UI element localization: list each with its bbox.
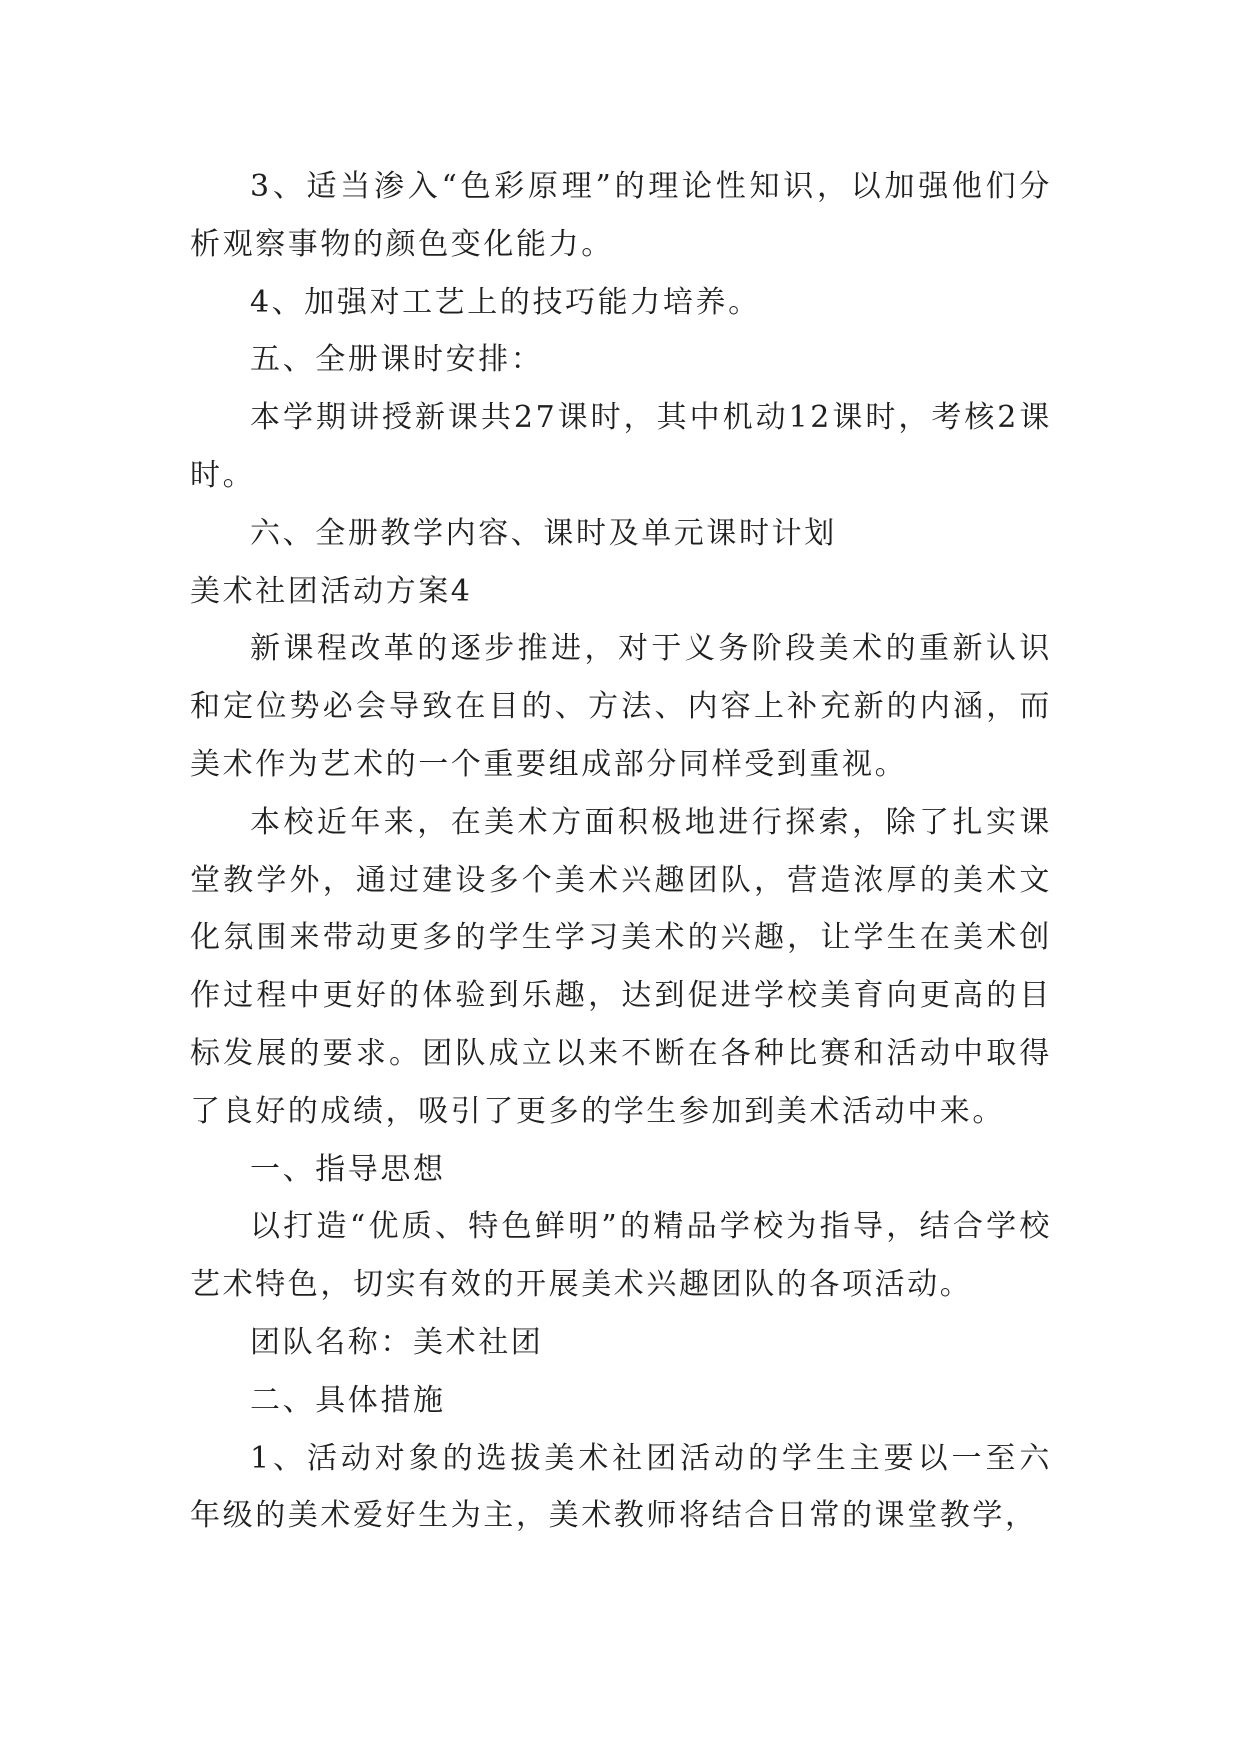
paragraph-guiding-ideology: 以打造“优质、特色鲜明”的精品学校为指导，结合学校艺术特色，切实有效的开展美术兴趣团队的各项活动。 bbox=[190, 1209, 1052, 1303]
paragraph-craft-skills: 4、加强对工艺上的技巧能力培养。 bbox=[250, 284, 761, 320]
section-heading-teaching-content: 六、全册教学内容、课时及单元课时计划 bbox=[250, 515, 837, 551]
paragraph-participant-selection: 1、活动对象的选拔美术社团活动的学生主要以一至六年级的美术爱好生为主，美术教师将结合日常的课堂教学， bbox=[190, 1440, 1052, 1534]
paragraph-school-exploration: 本校近年来，在美术方面积极地进行探索，除了扎实课堂教学外，通过建设多个美术兴趣团队，营造浓厚的美术文化氛围来带动更多的学生学习美术的兴趣，让学生在美术创作过程中更好的体验到乐趣，达到促进学校美育向更高的目标发展的要求。团队成立以来不断在各种比赛和活动中取得了良好的成绩，吸引了更多的学生参加到美术活动中来。 bbox=[190, 804, 1052, 1129]
paragraph-class-hours: 本学期讲授新课共27课时，其中机动12课时，考核2课时。 bbox=[190, 400, 1052, 493]
paragraph-color-theory: 3、适当渗入“色彩原理”的理论性知识，以加强他们分析观察事物的颜色变化能力。 bbox=[190, 169, 1052, 262]
section-heading-class-hours: 五、全册课时安排： bbox=[250, 342, 544, 378]
paragraph-team-name: 团队名称：美术社团 bbox=[250, 1324, 544, 1360]
section-heading-guiding-ideology: 一、指导思想 bbox=[250, 1151, 446, 1187]
paragraph-curriculum-reform: 新课程改革的逐步推进，对于义务阶段美术的重新认识和定位势必会导致在目的、方法、内容上补充新的内涵，而美术作为艺术的一个重要组成部分同样受到重视。 bbox=[190, 631, 1052, 782]
section-heading-specific-measures: 二、具体措施 bbox=[250, 1382, 446, 1418]
document-title: 美术社团活动方案4 bbox=[190, 573, 473, 609]
document-body bbox=[190, 158, 1052, 1545]
